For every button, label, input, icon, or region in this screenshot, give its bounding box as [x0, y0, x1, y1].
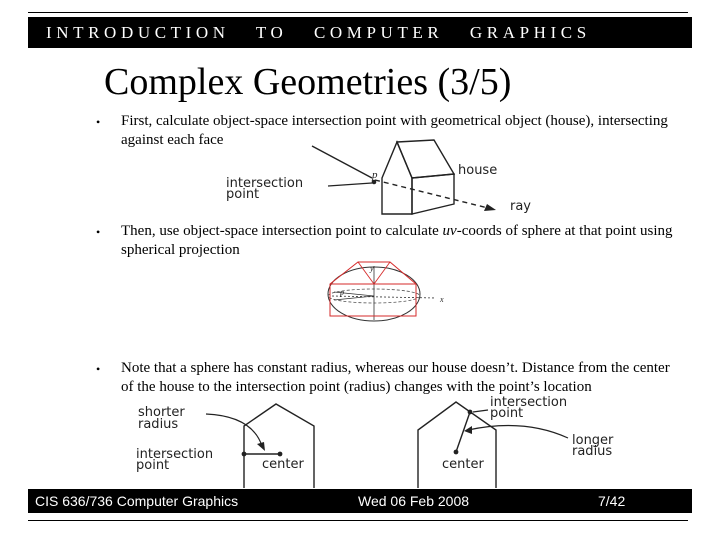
ray-arrowhead: [484, 204, 496, 211]
bottom-rule: [28, 520, 688, 521]
top-rule: [28, 12, 688, 13]
label-point: point: [136, 458, 170, 473]
label-center: center: [262, 457, 304, 472]
bullet-marker-3: •: [96, 362, 101, 376]
slide-title: Complex Geometries (3/5): [104, 61, 512, 103]
sphere-x-axis: [332, 296, 436, 298]
label-x: x: [440, 295, 444, 304]
label-y: y: [370, 264, 374, 273]
label-p: p: [340, 288, 344, 297]
label-p: p: [372, 169, 378, 181]
bullet-text-2: [121, 222, 681, 260]
shorter-radius-figure: [134, 402, 344, 488]
footer-course: CIS 636/736 Computer Graphics: [35, 493, 239, 509]
bullet-text-3: Note that a sphere has constant radius, whereas our house doesn’t. Distance from the center of the house to the intersection point (radius) changes with the point’s location: [121, 360, 670, 395]
label-radius: radius: [138, 417, 179, 432]
header-title: INTRODUCTION TO COMPUTER GRAPHICS: [46, 23, 591, 42]
label-point: point: [490, 406, 524, 421]
house-outline-left: [244, 404, 314, 488]
header-bar: [28, 17, 692, 48]
footer-bar: [28, 489, 692, 513]
label-intersection: intersection: [136, 447, 214, 462]
house-outline-right: [418, 402, 496, 488]
bullet-text-2-after: -coords of sphere at that point using spherical projection: [121, 223, 673, 258]
label-ray: ray: [510, 199, 532, 214]
house-wireframe-ridge2: [374, 262, 390, 284]
label-intersection: intersection: [226, 176, 304, 191]
longer-radius-figure: [412, 396, 632, 488]
house-roof: [397, 140, 454, 178]
footer-date: Wed 06 Feb 2008: [358, 493, 470, 509]
label-longer: longer: [572, 433, 614, 448]
intersection-pointer: [328, 183, 372, 186]
ray-line: [312, 146, 372, 178]
house-ray-figure: [220, 140, 532, 220]
bullet-text-2-em: uv: [442, 223, 457, 239]
bullet-text-2-before: Then, use object-space intersection point to calculate: [121, 223, 443, 239]
label-center: center: [442, 457, 484, 472]
house-side-face: [412, 174, 454, 214]
intersection-pointer-right: [473, 410, 488, 412]
ray-line-dashed: [375, 180, 488, 208]
footer-page-number: 7/42: [598, 493, 626, 509]
label-house: house: [458, 163, 498, 178]
label-radius: radius: [572, 444, 613, 459]
label-intersection: intersection: [490, 395, 568, 410]
longer-radius-arrow: [468, 426, 568, 439]
bullet-marker-2: •: [96, 225, 101, 239]
sphere-projection-figure: [312, 262, 452, 322]
shorter-radius-arrowhead: [257, 442, 265, 451]
bullet-text-1: First, calculate object-space intersection point with geometrical object (house), intersecting against each face: [121, 113, 668, 148]
label-point: point: [226, 187, 260, 202]
house-front-face: [382, 142, 412, 214]
label-shorter: shorter: [138, 405, 185, 420]
bullet-marker-1: •: [96, 115, 101, 129]
